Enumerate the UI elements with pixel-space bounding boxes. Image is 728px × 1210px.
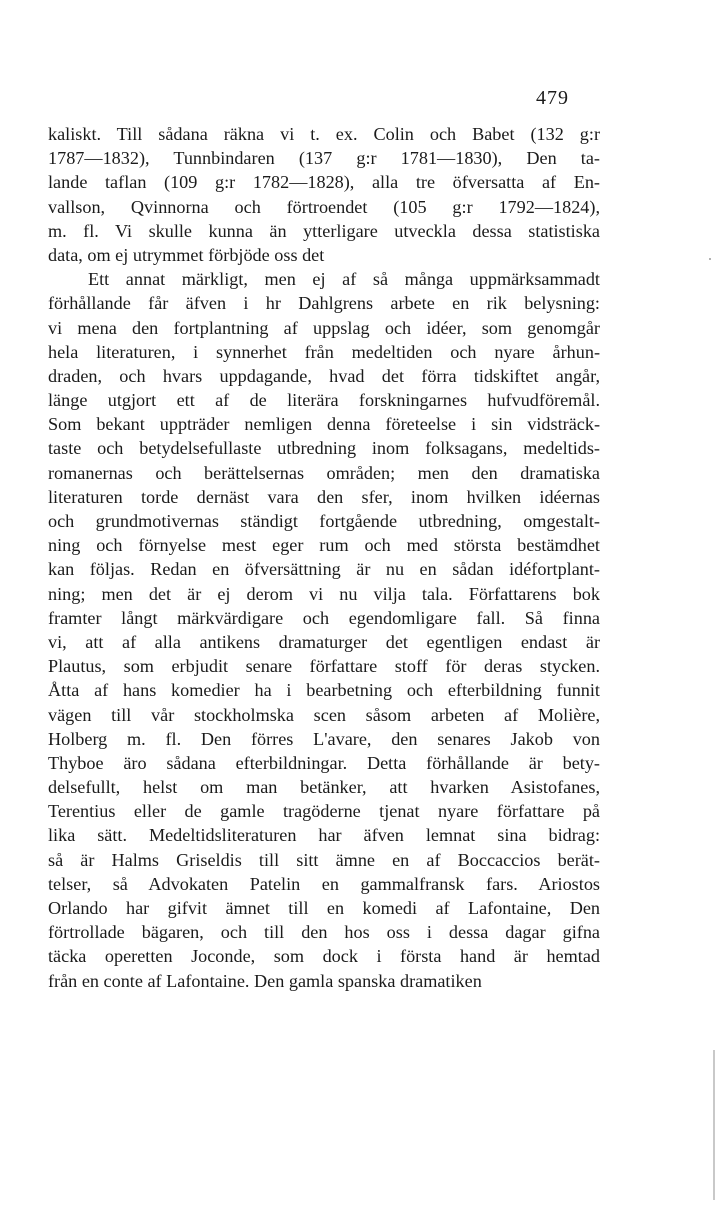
text-line: förtrollade bägaren, och till den hos oss i dessa dagar gifna: [48, 922, 600, 943]
text-line: från en conte af Lafontaine. Den gamla spanska dramatiken: [48, 970, 482, 991]
scan-edge-mark: [713, 1050, 715, 1200]
text-line: kan följas. Redan en öfversättning är nu en sådan idéfortplant-: [48, 559, 600, 580]
text-line: Holberg m. fl. Den förres L'avare, den senares Jakob von: [48, 728, 600, 749]
text-line: telser, så Advokaten Patelin en gammalfransk fars. Ariostos: [48, 873, 600, 894]
text-line: literaturen torde dernäst vara den sfer, inom hvilken idéernas: [48, 486, 600, 507]
text-line: ning; men det är ej derom vi nu vilja tala. Författarens bok: [48, 583, 600, 604]
body-text: [48, 122, 600, 993]
text-line: ning och förnyelse mest eger rum och med största bestämdhet: [48, 535, 600, 556]
text-line: länge utgjort ett af de literära forskningarnes hufvudföremål.: [48, 390, 600, 411]
text-line: täcka operetten Joconde, som dock i första hand är hemtad: [48, 946, 600, 967]
text-line: Thyboe äro sådana efterbildningar. Detta förhållande är bety-: [48, 752, 600, 773]
text-line: lika sätt. Medeltidsliteraturen har äfven lemnat sina bidrag:: [48, 825, 600, 846]
text-line: vi, att af alla antikens dramaturger det egentligen endast är: [48, 631, 600, 652]
text-line: vägen till vår stockholmska scen såsom arbeten af Molière,: [48, 704, 600, 725]
text-line: förhållande får äfven i hr Dahlgrens arbete en rik belysning:: [48, 293, 600, 314]
text-line: framter långt märkvärdigare och egendomligare fall. Så finna: [48, 607, 600, 628]
text-line: hela literaturen, i synnerhet från medeltiden och nyare århun-: [48, 341, 600, 362]
text-line: data, om ej utrymmet förbjöde oss det: [48, 244, 325, 265]
text-line: draden, och hvars uppdagande, hvad det förra tidskiftet angår,: [48, 365, 600, 386]
text-line: så är Halms Griseldis till sitt ämne en af Boccaccios berät-: [48, 849, 600, 870]
page-number: 479: [536, 87, 569, 109]
text-line: 1787—1832), Tunnbindaren (137 g:r 1781—1830), Den ta-: [48, 148, 600, 169]
paragraph-start-line: Ett annat märkligt, men ej af så många uppmärksammadt: [88, 269, 600, 290]
text-line: Plautus, som erbjudit senare författare stoff för deras stycken.: [48, 656, 600, 677]
text-line: m. fl. Vi skulle kunna än ytterligare utveckla dessa statistiska: [48, 220, 600, 241]
text-line: vi mena den fortplantning af uppslag och idéer, som genomgår: [48, 317, 600, 338]
text-line: och grundmotivernas ständigt fortgående utbredning, omgestalt-: [48, 511, 600, 531]
text-line: Åtta af hans komedier ha i bearbetning och efterbildning funnit: [48, 680, 600, 701]
text-line: lande taflan (109 g:r 1782—1828), alla tre öfversatta af En-: [48, 172, 600, 193]
text-line: romanernas och berättelsernas områden; men den dramatiska: [48, 462, 600, 483]
scan-speck: [709, 258, 711, 260]
text-line: vallson, Qvinnorna och förtroendet (105 g:r 1792—1824),: [48, 196, 600, 217]
text-line: Terentius eller de gamle tragöderne tjenat nyare författare på: [48, 801, 600, 822]
text-line: Som bekant uppträder nemligen denna företeelse i sin vidsträck-: [48, 414, 600, 435]
text-line: taste och betydelsefullaste utbredning inom folksagans, medeltids-: [48, 438, 600, 459]
text-line: kaliskt. Till sådana räkna vi t. ex. Colin och Babet (132 g:r: [48, 124, 600, 144]
text-line: delsefullt, helst om man betänker, att hvarken Asistofanes,: [48, 777, 600, 798]
text-line: Orlando har gifvit ämnet till en komedi af Lafontaine, Den: [48, 898, 600, 918]
